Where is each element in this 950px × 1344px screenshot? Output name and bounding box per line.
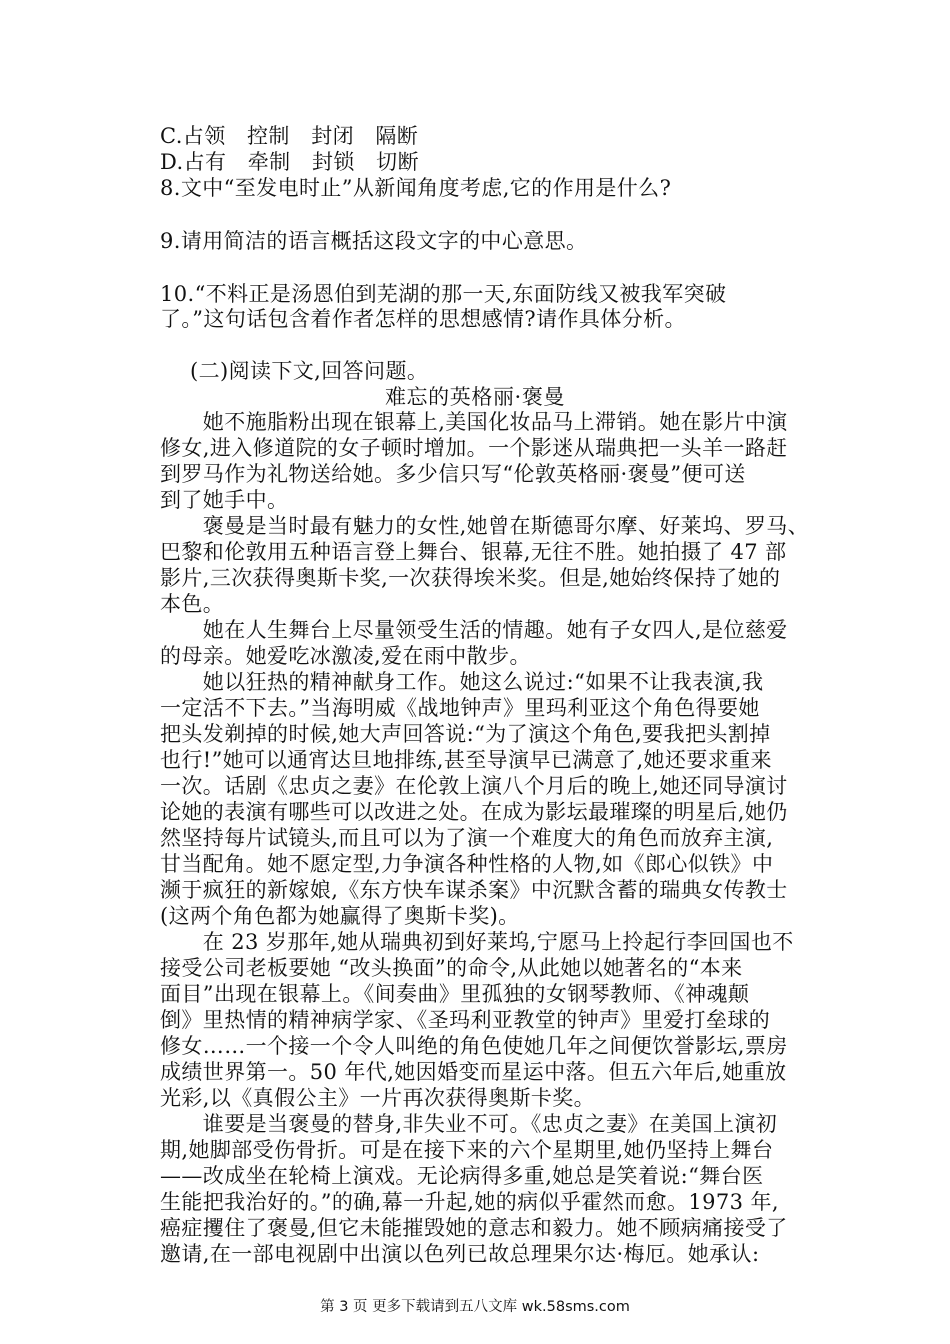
option-d: D.占有 牵制 封锁 切断 — [160, 150, 419, 174]
article-line: 一次。话剧《忠贞之妻》在伦敦上演八个月后的晚上,她还同导演讨 — [160, 774, 788, 798]
article-line: 谁要是当褒曼的替身,非失业不可。《忠贞之妻》在美国上演初 — [160, 1112, 778, 1136]
article-line: ——改成坐在轮椅上演戏。无论病得多重,她总是笑着说:“舞台医 — [160, 1164, 764, 1188]
article-line: 论她的表演有哪些可以改进之处。在成为影坛最璀璨的明星后,她仍 — [160, 800, 788, 824]
article-line: 面目”出现在银幕上。《间奏曲》里孤独的女钢琴教师、《神魂颠 — [160, 982, 750, 1006]
article-line: 她以狂热的精神献身工作。她这么说过:“如果不让我表演,我 — [160, 670, 764, 694]
article-line: 生能把我治好的。”的确,幕一升起,她的病似乎霍然而愈。1973 年, — [160, 1190, 779, 1214]
article-line: 把头发剃掉的时候,她大声回答说:“为了演这个角色,要我把头割掉 — [160, 722, 771, 746]
page-footer: 第 3 页 更多下载请到五八文库 wk.58sms.com — [320, 1299, 630, 1315]
article-line: 接受公司老板要她 “改头换面”的命令,从此她以她著名的“本来 — [160, 956, 743, 980]
article-line: 期,她脚部受伤骨折。可是在接下来的六个星期里,她仍坚持上舞台 — [160, 1138, 774, 1162]
section-heading: (二)阅读下文,回答问题。 — [190, 359, 429, 383]
article-line: 甘当配角。她不愿定型,力争演各种性格的人物,如《郎心似铁》中 — [160, 852, 774, 876]
article-line: 她不施脂粉出现在银幕上,美国化妆品马上滞销。她在影片中演 — [160, 410, 788, 434]
article-line: 也行!”她可以通宵达旦地排练,甚至导演早已满意了,她还要求重来 — [160, 748, 772, 772]
article-line: (这两个角色都为她赢得了奥斯卡奖)。 — [160, 904, 520, 928]
article-line: 濒于疯狂的新嫁娘,《东方快车谋杀案》中沉默含蓄的瑞典女传教士 — [160, 878, 788, 902]
article-line: 邀请,在一部电视剧中出演以色列已故总理果尔达·梅厄。她承认: — [160, 1242, 760, 1266]
article-line: 在 23 岁那年,她从瑞典初到好莱坞,宁愿马上拎起行李回国也不 — [160, 930, 794, 954]
article-line: 光彩,以《真假公主》一片再次获得奥斯卡奖。 — [160, 1086, 596, 1110]
article-line: 褒曼是当时最有魅力的女性,她曾在斯德哥尔摩、好莱坞、罗马、 — [160, 514, 810, 538]
article-line: 到罗马作为礼物送给她。多少信只写“伦敦英格丽·褒曼”便可送 — [160, 462, 746, 486]
article-line: 然坚持每片试镜头,而且可以为了演一个难度大的角色而放弃主演, — [160, 826, 774, 850]
article-line: 癌症攫住了褒曼,但它未能摧毁她的意志和毅力。她不顾病痛接受了 — [160, 1216, 788, 1240]
article-line: 成绩世界第一。50 年代,她因婚变而星运中落。但五六年后,她重放 — [160, 1060, 787, 1084]
option-c: C.占领 控制 封闭 隔断 — [160, 124, 419, 148]
question-9: 9.请用简洁的语言概括这段文字的中心意思。 — [160, 229, 588, 253]
article-line: 修女……一个接一个令人叫绝的角色使她几年之间便饮誉影坛,票房 — [160, 1034, 788, 1058]
article-line: 巴黎和伦敦用五种语言登上舞台、银幕,无往不胜。她拍摄了 47 部 — [160, 540, 787, 564]
article-line: 的母亲。她爱吃冰激凌,爱在雨中散步。 — [160, 644, 531, 668]
article-line: 她在人生舞台上尽量领受生活的情趣。她有子女四人,是位慈爱 — [160, 618, 788, 642]
article-line: 一定活不下去。”当海明威《战地钟声》里玛利亚这个角色得要她 — [160, 696, 760, 720]
article-title: 难忘的英格丽·褒曼 — [384, 385, 566, 409]
article-line: 修女,进入修道院的女子顿时增加。一个影迷从瑞典把一头羊一路赶 — [160, 436, 788, 460]
article-line: 本色。 — [160, 592, 225, 616]
question-10-line-1: 10.“不料正是汤恩伯到芜湖的那一天,东面防线又被我军突破 — [160, 282, 727, 306]
article-line: 倒》里热情的精神病学家、《圣玛利亚教堂的钟声》里爱打垒球的 — [160, 1008, 771, 1032]
question-10-line-2: 了。”这句话包含着作者怎样的思想感情?请作具体分析。 — [160, 307, 686, 331]
question-8: 8.文中“至发电时止”从新闻角度考虑,它的作用是什么? — [160, 176, 672, 200]
article-line: 影片,三次获得奥斯卡奖,一次获得埃米奖。但是,她始终保持了她的 — [160, 566, 781, 590]
article-line: 到了她手中。 — [160, 488, 289, 512]
